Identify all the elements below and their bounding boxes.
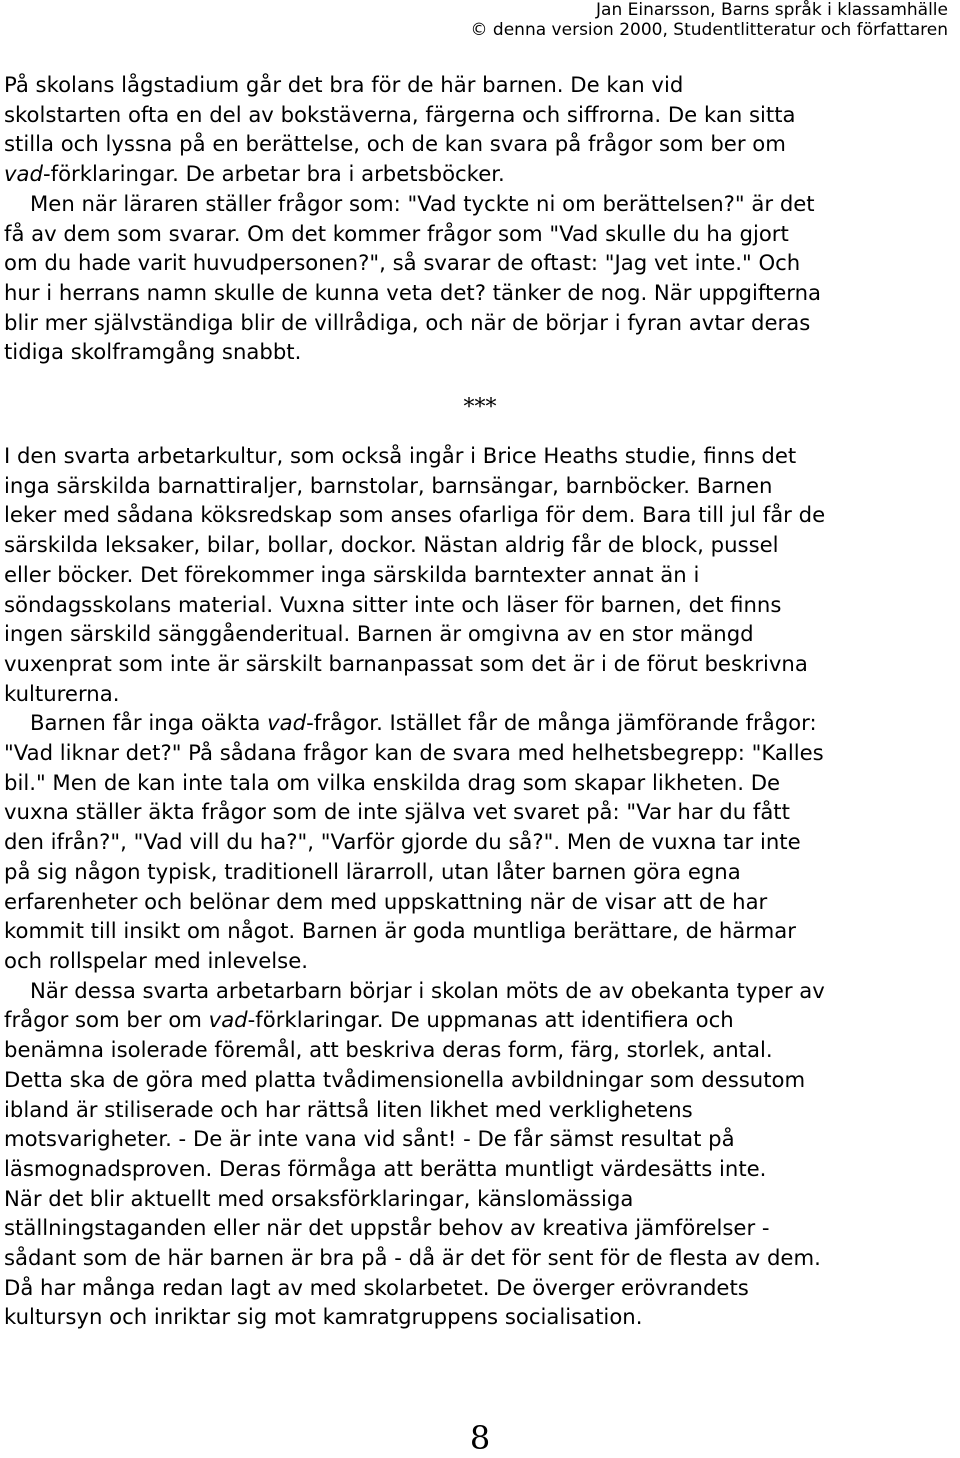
text-line: leker med sådana köksredskap som anses ofarliga för dem. Bara till jul får de <box>4 502 826 528</box>
italic-term: vad <box>208 1007 248 1033</box>
text-line: om du hade varit huvudpersonen?", så svarar de oftast: "Jag vet inte." Och <box>4 250 801 276</box>
text-line: ställningstaganden eller när det uppstår behov av kreativa jämförelser - <box>4 1215 770 1241</box>
text-span: -förklaringar. De uppmanas att identifiera och <box>247 1007 734 1033</box>
text-line: motsvarigheter. - De är inte vana vid sånt! - De får sämst resultat på <box>4 1126 735 1152</box>
header-author-title: Jan Einarsson, Barns språk i klassamhälle <box>596 0 948 20</box>
text-line: Detta ska de göra med platta tvådimensionella avbildningar som dessutom <box>4 1066 806 1092</box>
text-line: blir mer självständiga blir de villrådiga, och när de börjar i fyran avtar deras <box>4 309 811 335</box>
text-line: "Vad liknar det?" På sådana frågor kan de svara med helhetsbegrepp: "Kalles <box>4 740 824 766</box>
text-line: kultursyn och inriktar sig mot kamratgruppens socialisation. <box>4 1304 643 1330</box>
text-line: på sig någon typisk, traditionell lärarroll, utan låter barnen göra egna <box>4 858 741 884</box>
text-line: särskilda leksaker, bilar, bollar, dockor. Nästan aldrig får de block, pussel <box>4 532 779 558</box>
text-line: söndagsskolans material. Vuxna sitter inte och läser för barnen, det finns <box>4 591 782 617</box>
paragraph-4 <box>4 976 956 1332</box>
running-header <box>471 0 948 40</box>
text-line: ingen särskild sänggåenderitual. Barnen är omgivna av en stor mängd <box>4 621 754 647</box>
page-number: 8 <box>469 1419 491 1457</box>
text-line: eller böcker. Det förekommer inga särskilda barntexter annat än i <box>4 561 700 587</box>
text-line: läsmognadsproven. Deras förmåga att berätta muntligt värdesätts inte. <box>4 1155 767 1181</box>
text-line: Då har många redan lagt av med skolarbetet. De överger erövrandets <box>4 1274 749 1300</box>
text-span: Barnen får inga oäkta <box>30 710 268 736</box>
text-line: På skolans lågstadium går det bra för de här barnen. De kan vid <box>4 72 684 97</box>
text-line: ibland är stiliserade och har rättså liten likhet med verklighetens <box>4 1096 693 1122</box>
text-line: bil." Men de kan inte tala om vilka enskilda drag som skapar likheten. De <box>4 769 781 795</box>
paragraph-1 <box>4 70 956 367</box>
text-line: vuxna ställer äkta frågor som de inte själva vet svaret på: "Var har du fått <box>4 799 790 825</box>
text-line <box>4 159 956 189</box>
text-line: vuxenprat som inte är särskilt barnanpassat som det är i de förut beskrivna <box>4 650 808 676</box>
text-line: tidiga skolframgång snabbt. <box>4 339 302 365</box>
text-span: -frågor. Istället får de många jämförande frågor: <box>306 710 817 736</box>
text-span: -förklaringar. De arbetar bra i arbetsböcker. <box>42 161 505 187</box>
text-line: I den svarta arbetarkultur, som också ingår i Brice Heaths studie, finns det <box>4 443 797 469</box>
text-line <box>4 1005 956 1035</box>
text-line: kulturerna. <box>4 680 120 706</box>
section-separator: *** <box>463 395 497 421</box>
paragraph-2 <box>4 441 956 708</box>
text-line: skolstarten ofta en del av bokstäverna, färgerna och siffrorna. De kan sitta <box>4 101 796 127</box>
text-line: Men när läraren ställer frågor som: "Vad tyckte ni om berättelsen?" är det <box>30 190 815 216</box>
text-line: När dessa svarta arbetarbarn börjar i skolan möts de av obekanta typer av <box>30 977 825 1003</box>
paragraph-3 <box>4 708 956 975</box>
text-line: benämna isolerade föremål, att beskriva deras form, färg, storlek, antal. <box>4 1037 773 1063</box>
text-line: När det blir aktuellt med orsaksförklaringar, känslomässiga <box>4 1185 634 1211</box>
text-line: hur i herrans namn skulle de kunna veta det? tänker de nog. När uppgifterna <box>4 279 822 305</box>
text-line: och rollspelar med inlevelse. <box>4 947 308 973</box>
text-line: inga särskilda barnattiraljer, barnstolar, barnsängar, barnböcker. Barnen <box>4 472 773 498</box>
italic-term: vad <box>4 161 43 187</box>
header-copyright: © denna version 2000, Studentlitteratur och författaren <box>470 20 948 40</box>
text-line: kommit till insikt om något. Barnen är goda muntliga berättare, de härmar <box>4 918 796 944</box>
body-text <box>4 70 956 1332</box>
text-line: stilla och lyssna på en berättelse, och de kan svara på frågor som ber om <box>4 131 786 157</box>
text-line: erfarenheter och belönar dem med uppskattning när de visar att de har <box>4 888 768 914</box>
text-line: sådant som de här barnen är bra på - då är det för sent för de flesta av dem. <box>4 1245 821 1271</box>
text-span: frågor som ber om <box>4 1007 209 1033</box>
italic-term: vad <box>267 710 307 736</box>
text-line <box>4 708 956 738</box>
text-line: få av dem som svarar. Om det kommer frågor som "Vad skulle du ha gjort <box>4 220 789 246</box>
text-line: den ifrån?", "Vad vill du ha?", "Varför gjorde du så?". Men de vuxna tar inte <box>4 829 801 855</box>
